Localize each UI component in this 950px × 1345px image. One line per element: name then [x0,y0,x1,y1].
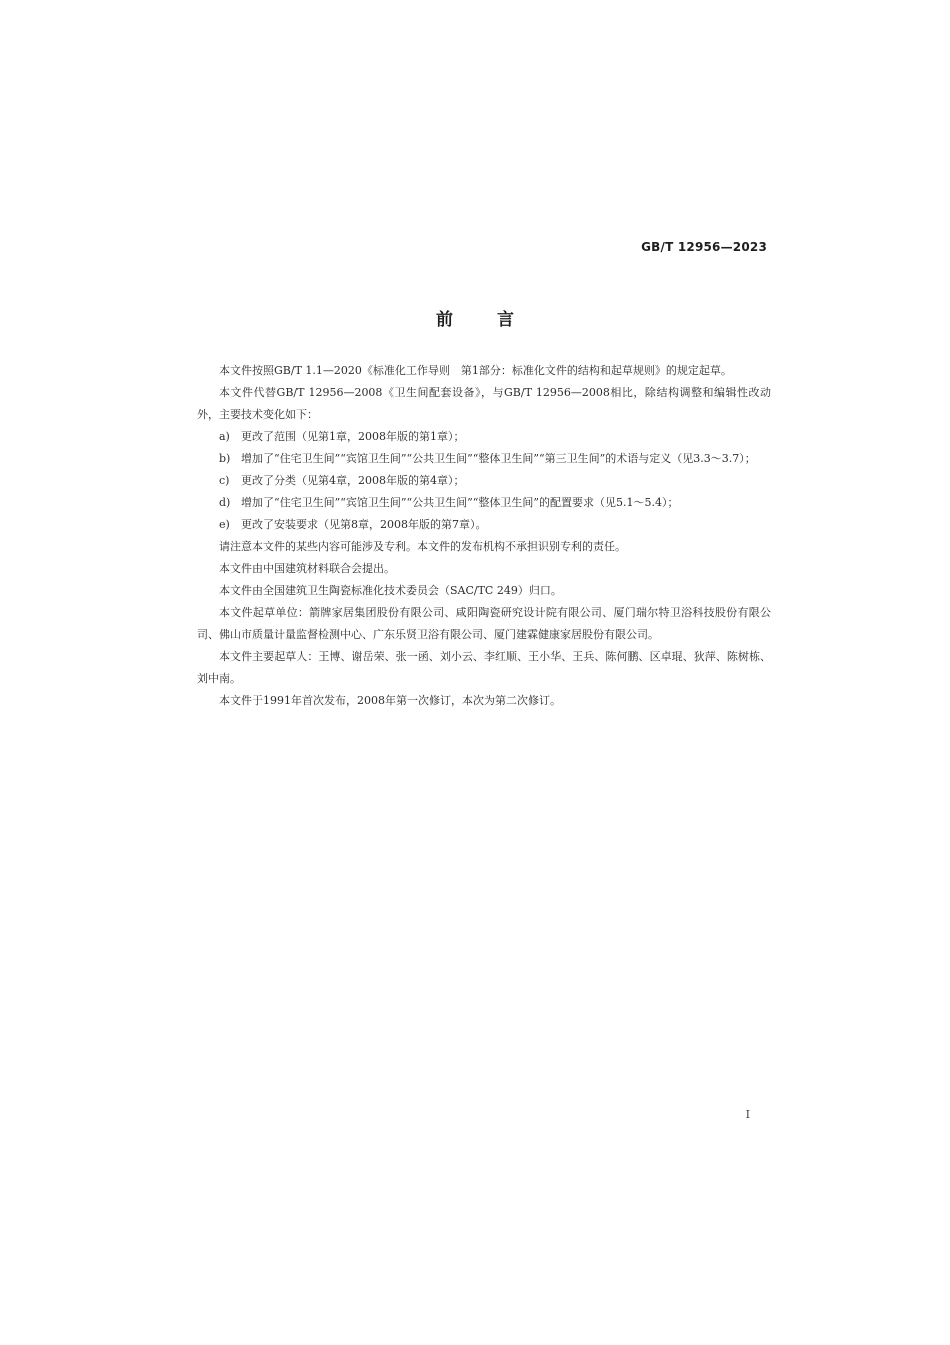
paragraph: 本文件代替GB/T 12956—2008《卫生间配套设备》，与GB/T 12956—2008相比，除结构调整和编辑性改动外，主要技术变化如下： [197,386,771,421]
list-marker: d) [219,496,231,509]
list-item-text: 更改了分类（见第4章，2008年版的第4章）； [241,474,465,487]
list-item-text: 增加了“住宅卫生间”“宾馆卫生间”“公共卫生间”“整体卫生间”的配置要求（见5.1～5.4）； [241,496,679,509]
paragraph: 本文件按照GB/T 1.1—2020《标准化工作导则 第1部分：标准化文件的结构和起草规则》的规定起草。 [219,364,732,377]
list-item-text: 增加了“住宅卫生间”“宾馆卫生间”“公共卫生间”“整体卫生间”“第三卫生间”的术语与定义（见3.3～3.7）； [241,452,756,465]
list-item [197,448,771,470]
standard-code: GB/T 12956—2023 [641,240,767,254]
paragraph: 本文件起草单位：箭牌家居集团股份有限公司、咸阳陶瓷研究设计院有限公司、厦门瑞尔特卫浴科技股份有限公司、佛山市质量计量监督检测中心、广东乐贤卫浴有限公司、厦门建霖健康家居股份有限公司。 [197,606,771,641]
list-item-text: 更改了范围（见第1章，2008年版的第1章）； [241,430,465,443]
list-item-text: 更改了安装要求（见第8章，2008年版的第7章）。 [241,518,487,531]
list-item [197,514,771,536]
paragraph: 本文件主要起草人：王博、谢岳荣、张一函、刘小云、李红顺、王小华、王兵、陈何鹏、区卓琨、狄萍、陈树栋、刘中南。 [197,650,771,685]
list-item [197,426,771,448]
paragraph: 本文件由中国建筑材料联合会提出。 [219,562,395,575]
list-marker: a) [219,430,230,443]
list-marker: b) [219,452,231,465]
page-number: I [745,1108,750,1121]
document-body [197,360,771,712]
paragraph: 请注意本文件的某些内容可能涉及专利。本文件的发布机构不承担识别专利的责任。 [219,540,626,553]
paragraph: 本文件由全国建筑卫生陶瓷标准化技术委员会（SAC/TC 249）归口。 [219,584,562,597]
list-marker: e) [219,518,230,531]
page-title: 前言 [436,310,558,330]
list-marker: c) [219,474,230,487]
list-item [197,470,771,492]
paragraph: 本文件于1991年首次发布，2008年第一次修订，本次为第二次修订。 [219,694,561,707]
list-item [197,492,771,514]
